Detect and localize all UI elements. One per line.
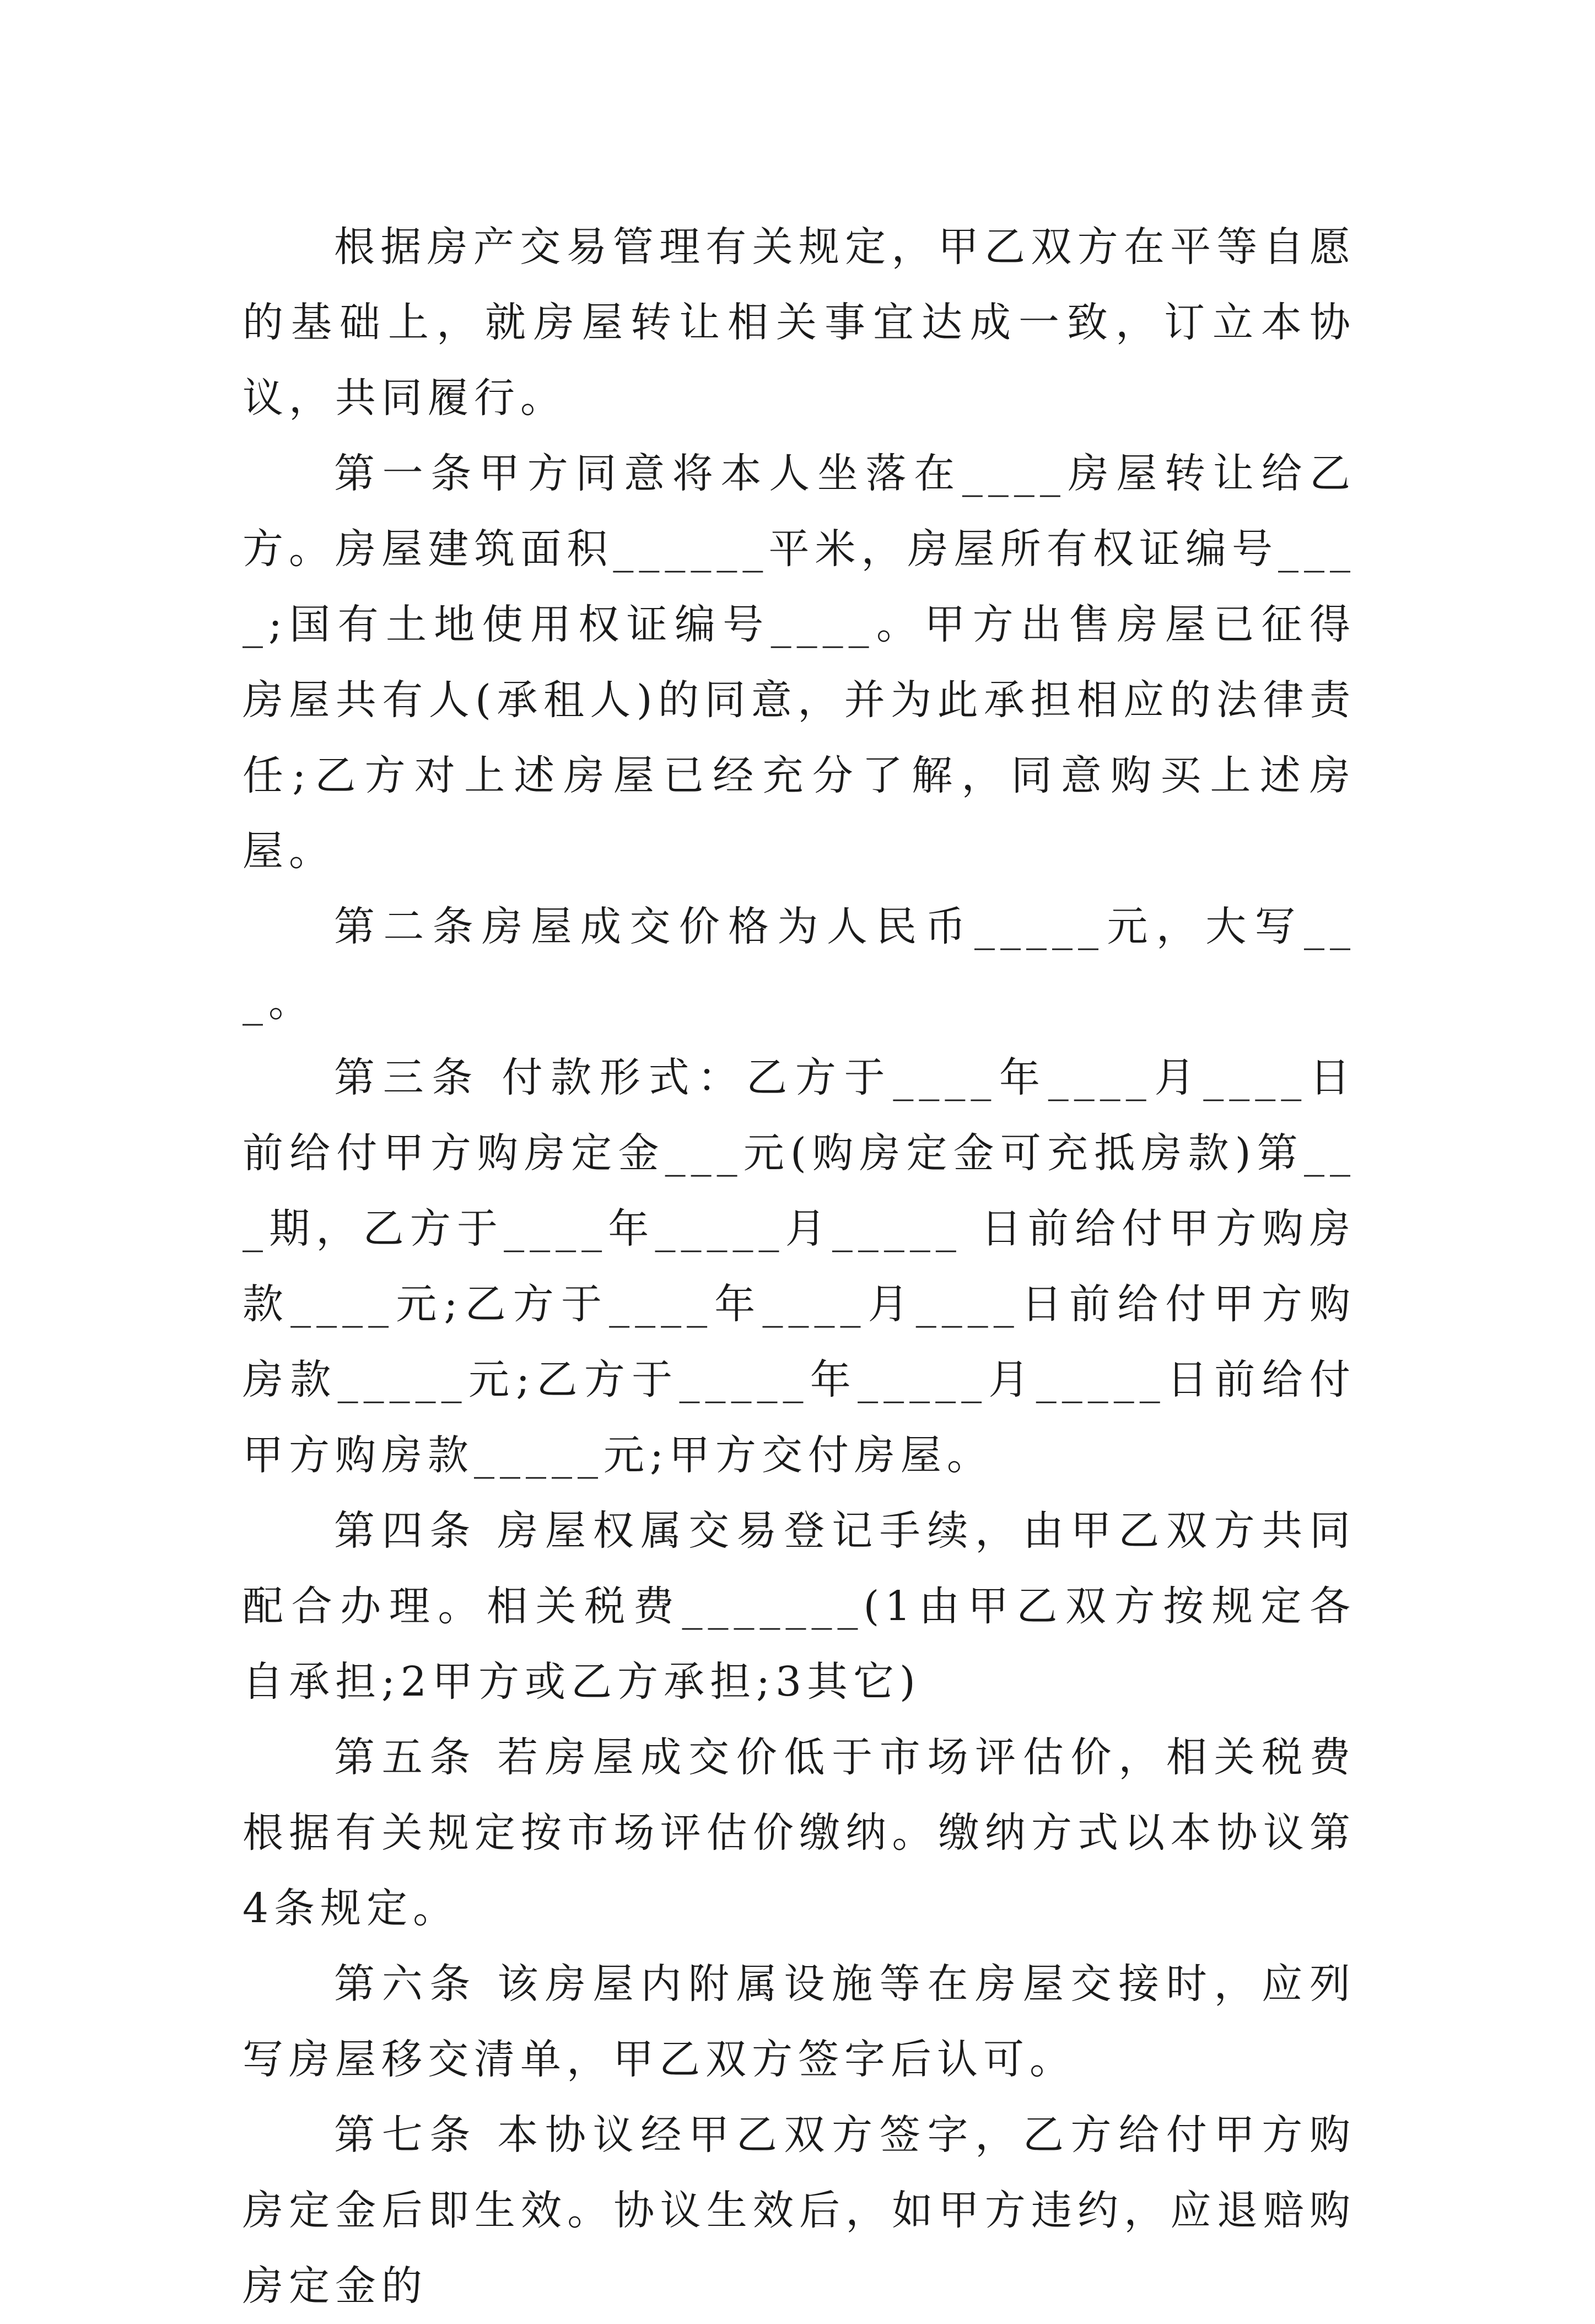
document-body <box>243 209 1375 2324</box>
paragraph-article-2: 第二条房屋成交价格为人民币_____元，大写___。 <box>243 903 1356 1026</box>
paragraph-article-3: 第三条 付款形式：乙方于____年____月____日前给付甲方购房定金___元(购房定金可充抵房款)第___期，乙方于____年_____月_____ 日前给付甲方购房款____元;乙方于____年____月____日前给付甲方购房款_____元;乙方于_____年_____月_____日前给付 甲方购房款_____元;甲方交付房屋。 <box>243 1054 1375 1479</box>
paragraph-article-5: 第五条 若房屋成交价低于市场评估价，相关税费根据有关规定按市场评估价缴纳。缴纳方式以本协议第4条规定。 <box>243 1734 1356 1932</box>
paragraph-article-6: 第六条 该房屋内附属设施等在房屋交接时，应列写房屋移交清单，甲乙双方签字后认可。 <box>243 1960 1356 2083</box>
paragraph-article-7: 第七条 本协议经甲乙双方签字，乙方给付甲方购房定金后即生效。协议生效后，如甲方违约，应退赔购房定金的 <box>243 2111 1356 2310</box>
paragraph-article-4: 第四条 房屋权属交易登记手续，由甲乙双方共同配合办理。相关税费_______(1由甲乙双方按规定各自承担;2甲方或乙方承担;3其它) <box>243 1507 1356 1706</box>
paragraph-preamble: 根据房产交易管理有关规定，甲乙双方在平等自愿的基础上，就房屋转让相关事宜达成一致，订立本协议，共同履行。 <box>243 223 1356 422</box>
paragraph-article-1: 第一条甲方同意将本人坐落在____房屋转让给乙方。房屋建筑面积______平米，房屋所有权证编号____;国有土地使用权证编号____。甲方出售房屋已征得房屋共有人(承租人)的同意，并为此承担相应的法律责任;乙方对上述房屋已经充分了解，同意购买上述房屋。 <box>243 450 1356 875</box>
